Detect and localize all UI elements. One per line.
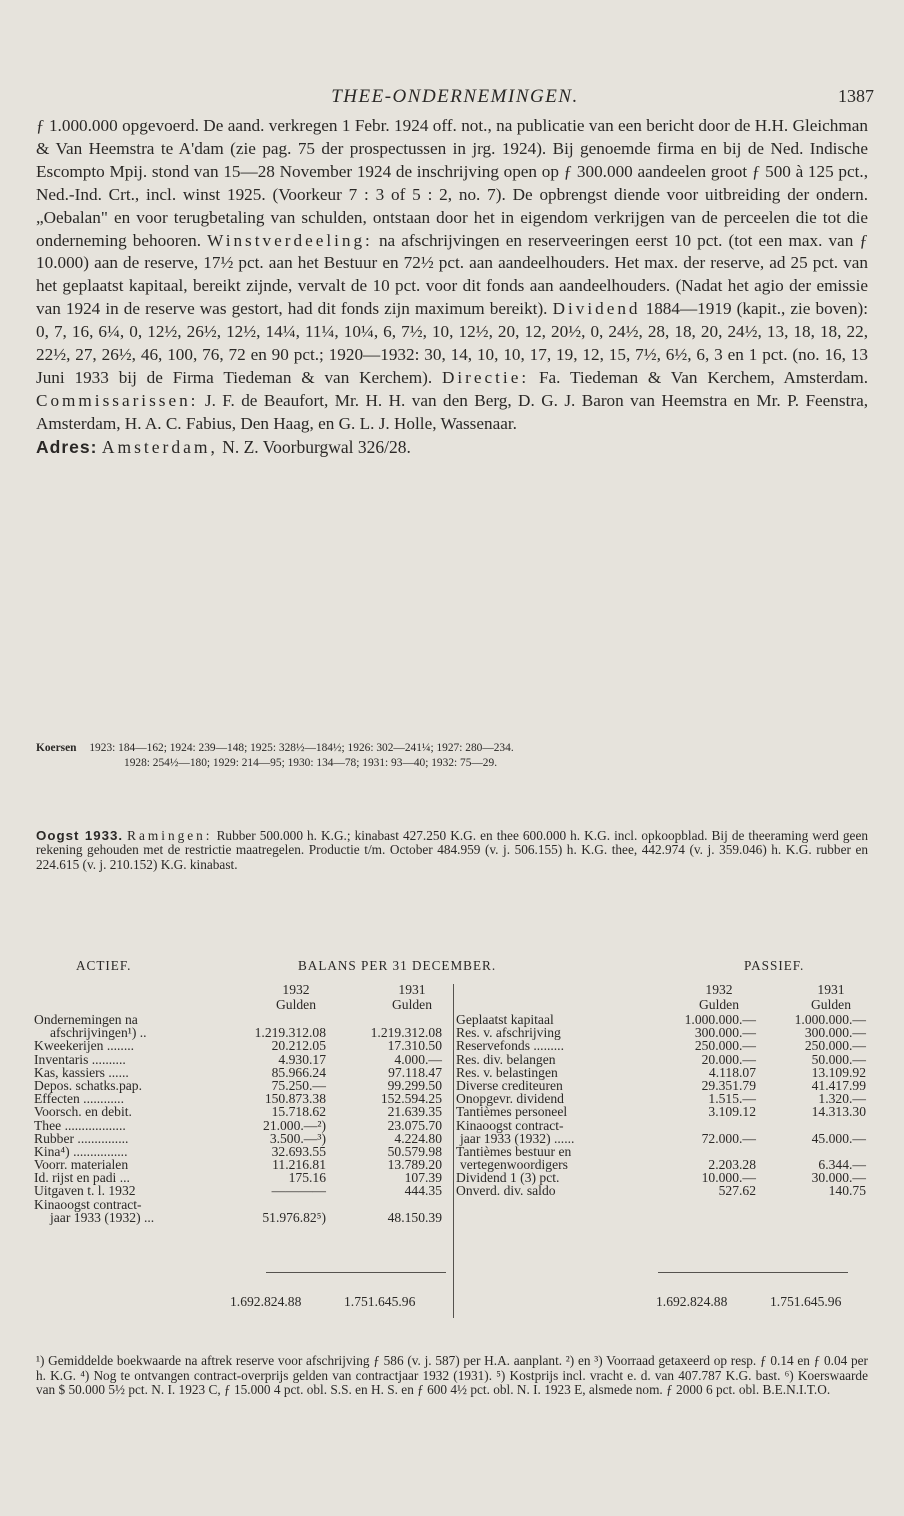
actief-row xyxy=(34,1132,452,1145)
address-label: Adres: xyxy=(36,436,98,457)
actief-row-label: Uitgaven t. l. 1932 xyxy=(34,1183,136,1199)
passief-column-header xyxy=(456,982,870,1013)
passief-row-value-1932: 250.000.— xyxy=(694,1038,756,1054)
passief-row xyxy=(456,1039,870,1052)
passief-row-label: Tantièmes personeel xyxy=(456,1104,568,1120)
actief-row-value-1932: 75.250.— xyxy=(271,1077,326,1093)
actief-row-label: Kinaoogst contract- xyxy=(34,1196,142,1212)
actief-row-value-1932: 85.966.24 xyxy=(271,1064,326,1080)
actief-rows xyxy=(34,1013,452,1224)
passief-row-label: Res. v. belastingen xyxy=(456,1064,558,1080)
actief-row-value-1932: 21.000.—²) xyxy=(263,1117,326,1133)
directie-text: Fa. Tiedeman & Van Kerchem, Amsterdam. xyxy=(538,367,869,387)
passief-row-value-1932: 29.351.79 xyxy=(701,1077,756,1093)
actief-row-label: Kina⁴) ................ xyxy=(34,1143,128,1159)
actief-year-1931: 1931 Gulden xyxy=(391,982,433,1012)
passief-rows xyxy=(456,1013,870,1198)
passief-row-value-1931: 250.000.— xyxy=(804,1038,866,1054)
passief-row-label: Tantièmes bestuur en xyxy=(456,1143,572,1159)
actief-row-value-1932: 11.216.81 xyxy=(272,1157,326,1173)
running-title: THEE-ONDERNEMINGEN. xyxy=(331,86,579,107)
actief-row xyxy=(34,1105,452,1118)
actief-row xyxy=(34,1198,452,1211)
dividend-text: 1884—1919 (kapit., zie boven): 0, 7, 16, 6¼, 0, 12½, 26½, 12½, 14¼, 11¼, 10¼, 6, 7½, 10, 12½, 20, 12, 20½, 0, 24½, 28, 18, 20, 24½, 13, 18, 18, 22, 22½, 27, 26½, 46, 100, 76, 72 en 90 pct.; 1920—1932: 30, 14, 10, 10, 17, 19, 12, 15, 7½, 6½, 6, 3 en 1 pct. (no. 16, 13 Juni 1933 bij de Firma Tiedeman & van Kerchem). xyxy=(36,299,868,387)
passief-row-label: Geplaatst kapitaal xyxy=(456,1012,554,1027)
total-actief-1931: 1.751.645.96 xyxy=(344,1294,416,1309)
actief-row-value-1932: 1.219.312.08 xyxy=(254,1025,326,1041)
actief-row-value-1931: 21.639.35 xyxy=(387,1104,442,1120)
passief-sum-rule xyxy=(658,1272,848,1273)
passief-row-value-1932: 527.62 xyxy=(718,1183,756,1199)
actief-column-header xyxy=(34,982,452,1013)
actief-row-label: Id. rijst en padi ... xyxy=(34,1170,130,1186)
balance-title: BALANS PER 31 DECEMBER. xyxy=(298,958,497,973)
harvest-section xyxy=(36,829,868,872)
address-line xyxy=(36,436,868,459)
actief-row-label: Ondernemingen na xyxy=(34,1012,138,1027)
share-prices-line-1 xyxy=(36,741,868,756)
passief-year-1931: 1931 Gulden xyxy=(810,982,852,1012)
passief-row-label: Res. v. afschrijving xyxy=(456,1025,561,1041)
actief-row-value-1931: 4.224.80 xyxy=(394,1130,442,1146)
passief-row-value-1931: 1.000.000.— xyxy=(794,1012,866,1027)
actief-row-value-1931: 50.579.98 xyxy=(387,1143,442,1159)
actief-row-value-1932: 4.930.17 xyxy=(278,1051,326,1067)
harvest-label: Oogst 1933. xyxy=(36,828,124,843)
column-divider xyxy=(453,984,454,1318)
passief-row-label: Res. div. belangen xyxy=(456,1051,556,1067)
passief-row-value-1931: 14.313.30 xyxy=(811,1104,866,1120)
actief-row-value-1932: 3.500.—³) xyxy=(269,1130,326,1146)
share-prices-label: Koersen xyxy=(36,742,77,754)
actief-row-label: Kweekerijen ........ xyxy=(34,1038,135,1054)
passief-row-value-1931: 13.109.92 xyxy=(811,1064,866,1080)
passief-row-value-1932: 1.515.— xyxy=(708,1091,756,1107)
passief-row-value-1931: 45.000.— xyxy=(811,1130,866,1146)
passief-row-label: Diverse crediteuren xyxy=(456,1077,563,1093)
actief-sum-rule xyxy=(266,1272,446,1273)
actief-row-value-1931: 1.219.312.08 xyxy=(370,1025,442,1041)
passief-row-value-1932: 20.000.— xyxy=(701,1051,756,1067)
passief-row-label: vertegenwoordigers xyxy=(460,1157,568,1173)
actief-row-label: Kas, kassiers ...... xyxy=(34,1064,129,1080)
actief-row-value-1932: 20.212.05 xyxy=(271,1038,326,1054)
actief-row xyxy=(34,1039,452,1052)
passief-row xyxy=(456,1119,870,1132)
passief-row xyxy=(456,1132,870,1145)
total-actief-1932: 1.692.824.88 xyxy=(230,1294,302,1309)
footnotes xyxy=(36,1354,868,1398)
actief-row xyxy=(34,1066,452,1079)
balance-columns xyxy=(34,982,870,1322)
address-city: Amsterdam, xyxy=(101,436,218,457)
share-prices-text-1: 1923: 184—162; 1924: 239—148; 1925: 328½—184½; 1926: 302—241¼; 1927: 280—234. xyxy=(89,742,514,754)
actief-column xyxy=(34,982,452,1224)
actief-row xyxy=(34,1053,452,1066)
passief-row-value-1932: 1.000.000.— xyxy=(684,1012,756,1027)
share-prices-line-2: 1928: 254½—180; 1929: 214—95; 1930: 134—78; 1931: 93—40; 1932: 75—29. xyxy=(124,757,498,769)
actief-row-value-1931: 99.299.50 xyxy=(387,1077,442,1093)
passief-row-value-1932: 3.109.12 xyxy=(708,1104,756,1120)
actief-row-value-1931: 17.310.50 xyxy=(387,1038,442,1054)
passief-row-value-1931: 300.000.— xyxy=(804,1025,866,1041)
passief-row-label: Onverd. div. saldo xyxy=(456,1183,556,1199)
total-passief-1931: 1.751.645.96 xyxy=(770,1294,842,1309)
passief-row xyxy=(456,1066,870,1079)
passief-row-value-1931: 6.344.— xyxy=(818,1157,866,1173)
address-street: N. Z. Voorburgwal 326/28. xyxy=(222,436,411,457)
page-number: 1387 xyxy=(838,86,874,106)
actief-row xyxy=(34,1119,452,1132)
actief-row-value-1931: 152.594.25 xyxy=(380,1091,442,1107)
actief-row-value-1932: 51.976.82⁵) xyxy=(262,1209,326,1225)
estimates-label: Ramingen: xyxy=(127,828,213,843)
actief-row-label: Voorsch. en debit. xyxy=(34,1104,132,1120)
history-text: ƒ 1.000.000 opgevoerd. De aand. verkregen 1 Febr. 1924 off. not., na publicatie van een bericht door de H.H. Gleichman & Van Heemstra te A'dam (zie pag. 75 der prospectussen in jrg. 1924). Bij genoemde firma en bij de Ned. Indische Escompto Mpij. stond van 15—28 November 1924 de inschrijving open op ƒ 300.000 aandeelen groot ƒ 500 à 125 pct., Ned.-Ind. Crt., incl. winst 1925. (Voorkeur 7 : 3 of 5 : 2, no. 7). De opbrengst diende voor uitbreiding der ondern. „Oebalan" en voor terugbetaling van schulden, ontstaan door het in eigendom verkrijgen van de perceelen die tot die onderneming behooren. xyxy=(36,116,868,250)
passief-row-label: Onopgevr. dividend xyxy=(456,1091,564,1107)
actief-row-value-1932: 150.873.38 xyxy=(264,1091,326,1107)
page-header xyxy=(36,86,874,110)
winstverdeeling-text: na afschrijvingen en reserveeringen eerst 10 pct. (tot een max. van ƒ 10.000) aan de reserve, 17½ pct. aan het Bestuur en 72½ pct. aan aandeelhouders. Het max. der reserve, ad 25 pct. van het geplaatst kapitaal, bereikt zijnde, vervalt de 10 pct. voor dit fonds aan aandeelhouders. (Nadat het agio der emissie van 1924 in de reserve was gestort, had dit fonds zijn maximum bereikt). xyxy=(36,230,869,319)
passief-row xyxy=(456,1105,870,1118)
passief-row-value-1932: 72.000.— xyxy=(701,1130,756,1146)
actief-title: ACTIEF. xyxy=(76,958,132,973)
passief-row-value-1931: 50.000.— xyxy=(811,1051,866,1067)
actief-year-1932: 1932 Gulden xyxy=(275,982,317,1012)
passief-row-value-1932: 4.118.07 xyxy=(708,1064,756,1080)
actief-row-value-1932: ———— xyxy=(271,1183,326,1199)
harvest-text: Rubber 500.000 h. K.G.; kinabast 427.250 K.G. en thee 600.000 h. K.G. incl. opkoopblad. Bij de theeraming werd geen rekening gehouden met de restrictie maatregelen. Productie t/m. October 484.959 (v. j. 506.155) h. K.G. thee, 442.974 (v. j. 359.046) h. K.G. rubber en 224.615 (v. j. 210.152) K.G. kinabast. xyxy=(36,828,868,872)
passief-column xyxy=(456,982,870,1198)
passief-row-value-1932: 2.203.28 xyxy=(708,1157,756,1173)
passief-row xyxy=(456,1053,870,1066)
actief-row-label: Voorr. materialen xyxy=(34,1157,129,1173)
total-passief-1932: 1.692.824.88 xyxy=(656,1294,728,1309)
actief-row-label: jaar 1933 (1932) ... xyxy=(50,1209,155,1225)
passief-row-label: Dividend 1 (3) pct. xyxy=(456,1170,560,1186)
passief-row-value-1931: 140.75 xyxy=(828,1183,866,1199)
directie-label: Directie: xyxy=(441,367,530,387)
actief-row-label: Rubber ............... xyxy=(34,1130,129,1146)
actief-row-value-1932: 175.16 xyxy=(288,1170,326,1186)
passief-row-value-1931: 30.000.— xyxy=(811,1170,866,1186)
actief-row-value-1932: 32.693.55 xyxy=(271,1143,326,1159)
actief-row-value-1931: 4.000.— xyxy=(394,1051,442,1067)
actief-row-value-1931: 13.789.20 xyxy=(387,1157,442,1173)
passief-row-value-1932: 300.000.— xyxy=(694,1025,756,1041)
company-description xyxy=(36,115,868,459)
actief-row-label: Inventaris .......... xyxy=(34,1051,126,1067)
passief-row xyxy=(456,1184,870,1197)
share-prices xyxy=(36,741,868,771)
actief-row xyxy=(34,1184,452,1197)
actief-row-label: afschrijvingen¹) .. xyxy=(50,1025,147,1041)
winstverdeeling-label: Winstverdeeling: xyxy=(207,230,373,250)
actief-row-value-1931: 23.075.70 xyxy=(387,1117,442,1133)
actief-row-label: Depos. schatks.pap. xyxy=(34,1077,142,1093)
commissarissen-label: Commissarissen: xyxy=(36,390,199,410)
actief-row-value-1931: 107.39 xyxy=(404,1170,442,1186)
commissarissen-text: J. F. de Beaufort, Mr. H. H. van den Berg, D. G. J. Baron van Heemstra en Mr. P. Feenstra, Amsterdam, H. A. C. Fabius, Den Haag, en G. L. J. Holle, Wassenaar. xyxy=(36,390,869,433)
actief-row-value-1931: 97.118.47 xyxy=(388,1064,442,1080)
passief-row-value-1931: 1.320.— xyxy=(818,1091,866,1107)
actief-row-label: Effecten ............ xyxy=(34,1091,124,1107)
description-paragraph xyxy=(36,115,868,436)
actief-row-value-1931: 48.150.39 xyxy=(387,1209,442,1225)
passief-row-value-1932: 10.000.— xyxy=(701,1170,756,1186)
passief-year-1932: 1932 Gulden xyxy=(698,982,740,1012)
footnote-text: ¹) Gemiddelde boekwaarde na aftrek reserve voor afschrijving ƒ 586 (v. j. 587) per H.A. aanplant. ²) en ³) Voorraad getaxeerd op resp. ƒ 0.14 en ƒ 0.04 per h. K.G. ⁴) Nog te ontvangen contract-overprijs gelden van contractjaar 1932 (1931). ⁵) Kostprijs incl. vracht e. d. van 407.787 K.G. bast. ⁶) Koerswaarde van $ 50.000 5½ pct. N. I. 1923 C, ƒ 15.000 4 pct. obl. S.S. en H. S. en ƒ 600 4½ pct. obl. N. I. 1923 E, alsmede nom. ƒ 2000 6 pct. obl. B.E.N.I.T.O. xyxy=(36,1353,868,1397)
actief-row-value-1932: 15.718.62 xyxy=(271,1104,326,1120)
actief-row-label: Thee .................. xyxy=(34,1117,126,1133)
actief-row xyxy=(34,1211,452,1224)
passief-row-label: Kinaoogst contract- xyxy=(456,1117,564,1133)
passief-title: PASSIEF. xyxy=(744,958,805,973)
balance-titles xyxy=(34,958,870,982)
actief-row-value-1931: 444.35 xyxy=(404,1183,442,1199)
passief-row-label: Reservefonds ......... xyxy=(456,1038,564,1054)
passief-row-value-1931: 41.417.99 xyxy=(811,1077,866,1093)
dividend-label: Dividend xyxy=(552,299,641,319)
balance-sheet xyxy=(34,958,870,1322)
passief-row-label: jaar 1933 (1932) ...... xyxy=(460,1130,575,1146)
